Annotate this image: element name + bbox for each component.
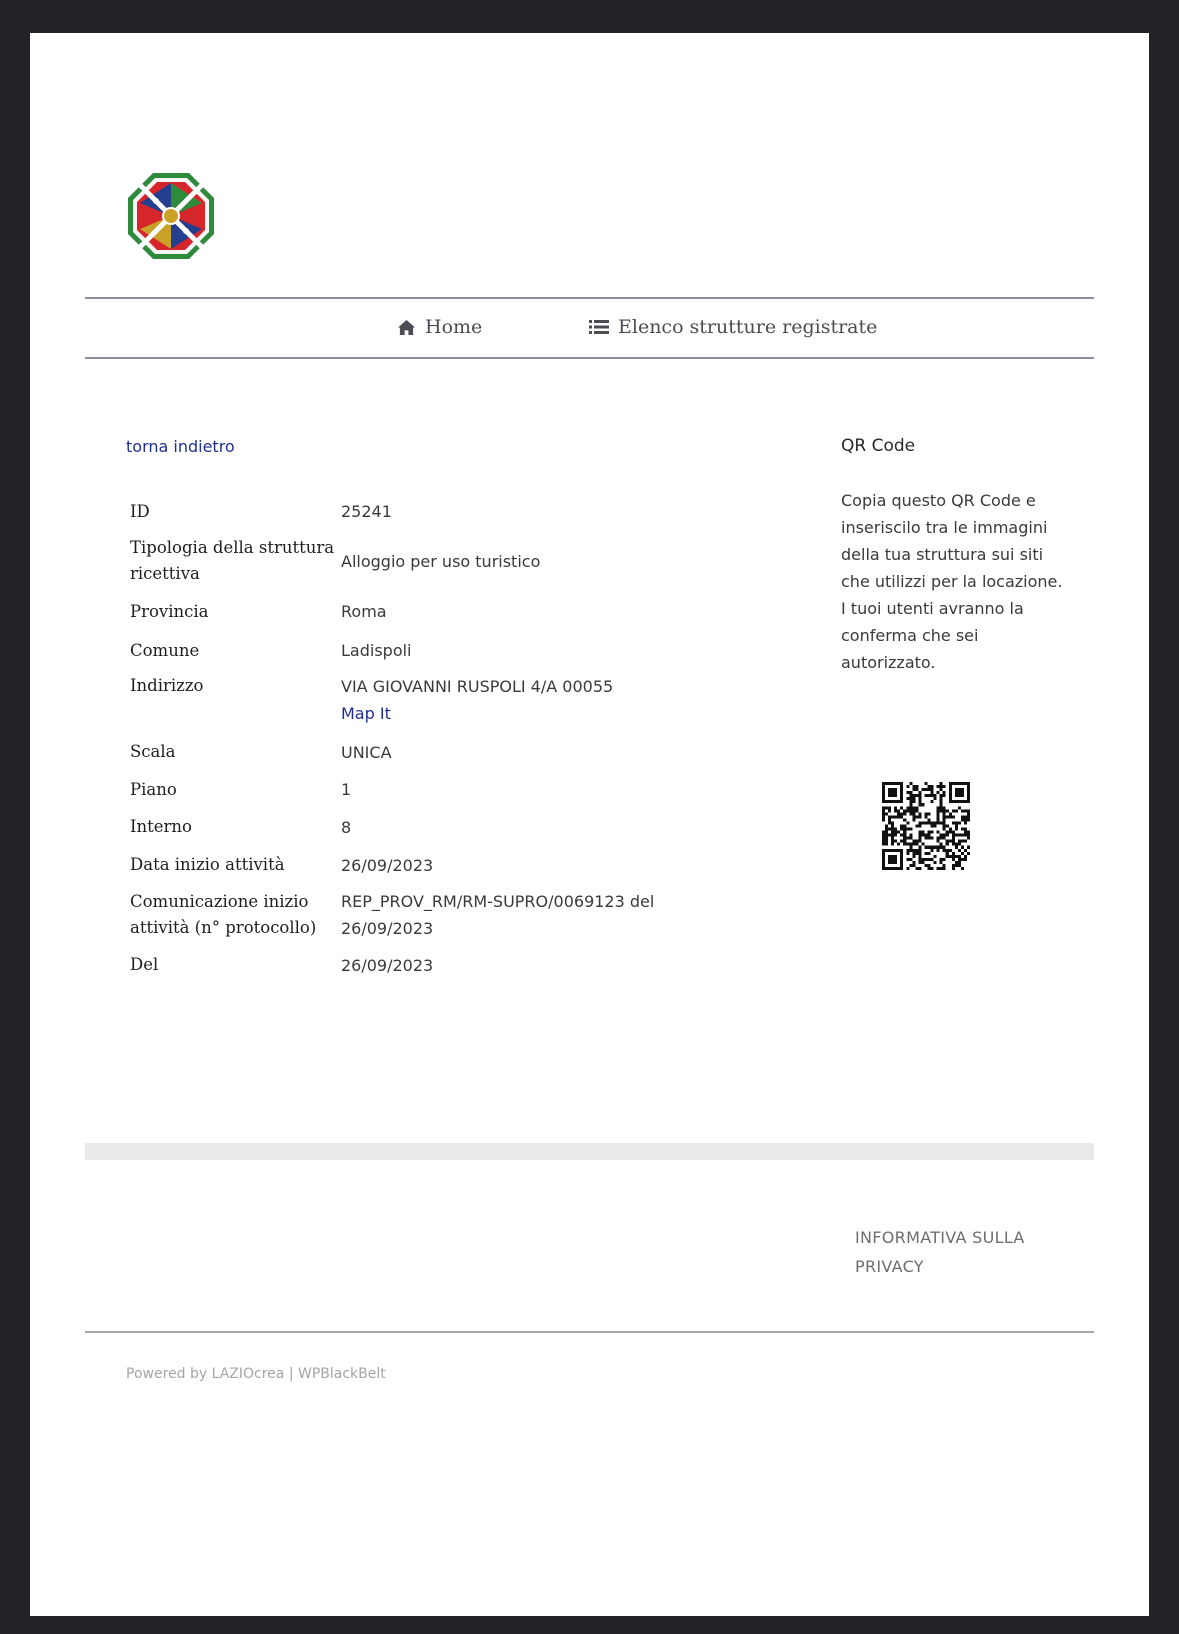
list-icon	[589, 319, 609, 335]
home-icon	[397, 319, 416, 336]
detail-value: 26/09/2023	[341, 955, 434, 975]
privacy-policy-link[interactable]: INFORMATIVA SULLA PRIVACY	[855, 1228, 1025, 1276]
detail-label: ID	[130, 501, 150, 521]
detail-label: Del	[130, 955, 159, 974]
detail-label: Data inizio attività	[130, 855, 285, 874]
nav-item-elenco-strutture[interactable]	[589, 316, 877, 338]
detail-value: Roma	[341, 602, 387, 621]
nav-item-home-label: Home	[425, 316, 483, 338]
detail-value: UNICA	[341, 742, 392, 762]
main-navigation	[85, 297, 1094, 359]
powered-by-text: Powered by LAZIOcrea | WPBlackBelt	[126, 1366, 386, 1382]
page	[30, 33, 1149, 1616]
detail-label: Indirizzo	[130, 676, 204, 695]
detail-value: Ladispoli	[341, 641, 412, 660]
detail-label: Tipologia della struttura ricettiva	[130, 538, 335, 583]
detail-row-piano	[126, 771, 686, 808]
qr-code-description: Copia questo QR Code e inseriscilo tra le immagini della tua struttura sui siti che utilizzi per la locazione. I tuoi utenti avranno la conferma che sei autorizzato.	[841, 491, 1063, 672]
detail-row-comune	[126, 631, 686, 670]
detail-row-tipologia	[126, 530, 686, 592]
detail-label: Comunicazione inizio attività (n° protocollo)	[130, 892, 317, 937]
detail-value: 1	[341, 780, 352, 799]
detail-row-interno	[126, 808, 686, 846]
detail-row-del	[126, 946, 686, 984]
nav-item-elenco-strutture-label: Elenco strutture registrate	[618, 316, 878, 338]
detail-row-data-inizio	[126, 846, 686, 884]
detail-label: Piano	[130, 779, 177, 799]
qr-code-title: QR Code	[841, 436, 916, 456]
detail-value: 26/09/2023	[341, 855, 434, 875]
structure-details-table	[126, 493, 686, 984]
nav-item-home[interactable]	[397, 316, 482, 338]
detail-value: REP_PROV_RM/RM-SUPRO/0069123 del 26/09/2023	[341, 892, 655, 938]
detail-row-scala	[126, 733, 686, 771]
footer-divider	[85, 1331, 1094, 1333]
address-text: VIA GIOVANNI RUSPOLI 4/A 00055	[341, 677, 614, 696]
detail-value-address	[341, 670, 686, 733]
detail-label: Scala	[130, 742, 176, 761]
detail-value: 25241	[341, 502, 392, 521]
footer-band	[85, 1143, 1094, 1160]
detail-label: Comune	[130, 640, 200, 660]
map-it-link[interactable]: Map It	[341, 704, 391, 723]
detail-label: Interno	[130, 817, 192, 836]
detail-row-indirizzo	[126, 670, 686, 733]
detail-row-id	[126, 493, 686, 530]
detail-value: 8	[341, 817, 352, 837]
detail-row-comunicazione	[126, 884, 686, 946]
regione-lazio-logo[interactable]	[126, 171, 216, 261]
detail-row-provincia	[126, 592, 686, 631]
detail-label: Provincia	[130, 601, 209, 621]
back-link[interactable]: torna indietro	[126, 437, 235, 456]
detail-value: Alloggio per uso turistico	[341, 551, 541, 571]
qr-code-image	[882, 782, 970, 870]
